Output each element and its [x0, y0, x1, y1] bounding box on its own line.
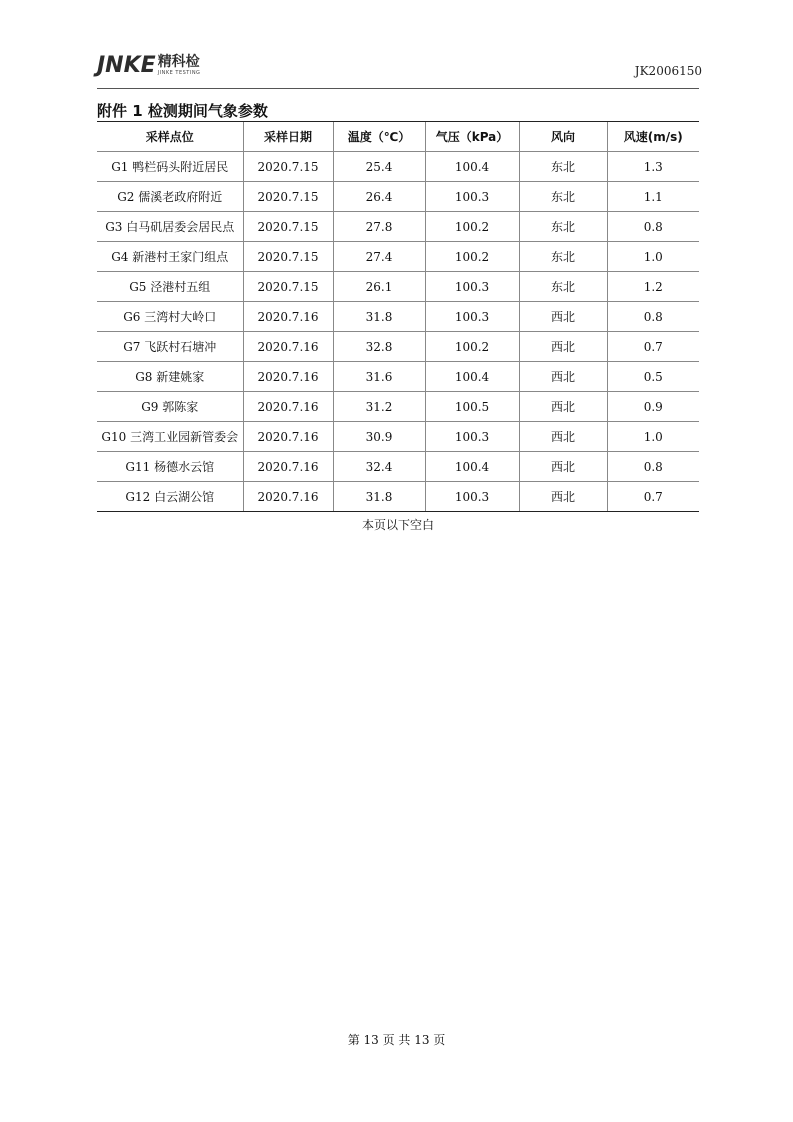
cell-wind-speed: 0.7	[607, 482, 699, 512]
cell-temperature: 27.8	[333, 212, 425, 242]
cell-date: 2020.7.15	[243, 152, 333, 182]
cell-wind-speed: 0.8	[607, 452, 699, 482]
column-header: 采样点位	[97, 122, 243, 152]
table-row	[97, 182, 699, 212]
cell-date: 2020.7.15	[243, 272, 333, 302]
cell-temperature: 32.8	[333, 332, 425, 362]
cell-temperature: 30.9	[333, 422, 425, 452]
cell-date: 2020.7.16	[243, 452, 333, 482]
cell-date: 2020.7.16	[243, 332, 333, 362]
table-row	[97, 212, 699, 242]
cell-temperature: 31.2	[333, 392, 425, 422]
table-row	[97, 152, 699, 182]
cell-temperature: 32.4	[333, 452, 425, 482]
cell-wind-speed: 0.7	[607, 332, 699, 362]
company-logo	[97, 54, 200, 84]
logo-right-block	[158, 54, 201, 77]
column-header: 采样日期	[243, 122, 333, 152]
table-row	[97, 392, 699, 422]
table-row	[97, 452, 699, 482]
cell-pressure: 100.2	[425, 332, 519, 362]
table-row	[97, 242, 699, 272]
cell-wind-direction: 西北	[519, 302, 607, 332]
table-row	[97, 362, 699, 392]
cell-wind-direction: 东北	[519, 242, 607, 272]
cell-temperature: 27.4	[333, 242, 425, 272]
cell-wind-direction: 东北	[519, 152, 607, 182]
cell-site: G3 白马矶居委会居民点	[97, 212, 243, 242]
cell-wind-direction: 东北	[519, 182, 607, 212]
cell-date: 2020.7.16	[243, 362, 333, 392]
cell-wind-speed: 0.8	[607, 302, 699, 332]
cell-wind-direction: 西北	[519, 392, 607, 422]
cell-pressure: 100.2	[425, 242, 519, 272]
cell-wind-direction: 西北	[519, 362, 607, 392]
cell-date: 2020.7.16	[243, 392, 333, 422]
cell-site: G10 三湾工业园新管委会	[97, 422, 243, 452]
cell-wind-direction: 西北	[519, 482, 607, 512]
cell-wind-speed: 0.5	[607, 362, 699, 392]
cell-site: G9 郭陈家	[97, 392, 243, 422]
cell-date: 2020.7.15	[243, 182, 333, 212]
table-row	[97, 332, 699, 362]
logo-latin-text: JNKE	[97, 53, 156, 78]
column-header: 气压（kPa）	[425, 122, 519, 152]
cell-wind-speed: 1.2	[607, 272, 699, 302]
cell-temperature: 25.4	[333, 152, 425, 182]
column-header: 风速(m/s)	[607, 122, 699, 152]
cell-pressure: 100.4	[425, 152, 519, 182]
table-row	[97, 482, 699, 512]
cell-temperature: 31.8	[333, 302, 425, 332]
cell-wind-direction: 西北	[519, 422, 607, 452]
header-divider	[97, 88, 699, 89]
cell-wind-direction: 东北	[519, 272, 607, 302]
cell-date: 2020.7.15	[243, 212, 333, 242]
cell-temperature: 31.8	[333, 482, 425, 512]
cell-pressure: 100.3	[425, 422, 519, 452]
cell-wind-direction: 西北	[519, 332, 607, 362]
cell-site: G11 杨德水云馆	[97, 452, 243, 482]
column-header: 温度（℃）	[333, 122, 425, 152]
cell-wind-direction: 西北	[519, 452, 607, 482]
page-footer: 第 13 页 共 13 页	[347, 1033, 446, 1047]
cell-wind-speed: 0.9	[607, 392, 699, 422]
blank-page-note: 本页以下空白	[361, 518, 434, 532]
cell-wind-direction: 东北	[519, 212, 607, 242]
cell-site: G12 白云湖公馆	[97, 482, 243, 512]
cell-site: G6 三湾村大岭口	[97, 302, 243, 332]
table-row	[97, 302, 699, 332]
cell-date: 2020.7.16	[243, 482, 333, 512]
document-number: JK2006150	[634, 64, 702, 78]
cell-wind-speed: 1.0	[607, 242, 699, 272]
cell-temperature: 26.4	[333, 182, 425, 212]
cell-site: G7 飞跃村石塘冲	[97, 332, 243, 362]
cell-pressure: 100.3	[425, 482, 519, 512]
cell-pressure: 100.3	[425, 272, 519, 302]
cell-pressure: 100.5	[425, 392, 519, 422]
cell-wind-speed: 1.0	[607, 422, 699, 452]
cell-date: 2020.7.16	[243, 422, 333, 452]
cell-date: 2020.7.16	[243, 302, 333, 332]
column-header: 风向	[519, 122, 607, 152]
attachment-title: 附件 1 检测期间气象参数	[97, 102, 268, 120]
cell-wind-speed: 1.3	[607, 152, 699, 182]
logo-chinese-text: 精科检	[157, 54, 200, 70]
cell-pressure: 100.4	[425, 362, 519, 392]
cell-site: G4 新港村王家门组点	[97, 242, 243, 272]
table-row	[97, 272, 699, 302]
cell-temperature: 31.6	[333, 362, 425, 392]
cell-wind-speed: 0.8	[607, 212, 699, 242]
cell-site: G5 泾港村五组	[97, 272, 243, 302]
cell-site: G1 鸭栏码头附近居民	[97, 152, 243, 182]
table-row	[97, 422, 699, 452]
cell-date: 2020.7.15	[243, 242, 333, 272]
cell-wind-speed: 1.1	[607, 182, 699, 212]
cell-pressure: 100.2	[425, 212, 519, 242]
cell-site: G2 儒溪老政府附近	[97, 182, 243, 212]
page-header	[97, 53, 702, 86]
weather-parameters-table	[97, 121, 699, 512]
cell-site: G8 新建姚家	[97, 362, 243, 392]
cell-pressure: 100.3	[425, 182, 519, 212]
table-header-row	[97, 122, 699, 152]
cell-pressure: 100.3	[425, 302, 519, 332]
cell-temperature: 26.1	[333, 272, 425, 302]
logo-subtitle: JINKE TESTING	[157, 70, 201, 76]
cell-pressure: 100.4	[425, 452, 519, 482]
